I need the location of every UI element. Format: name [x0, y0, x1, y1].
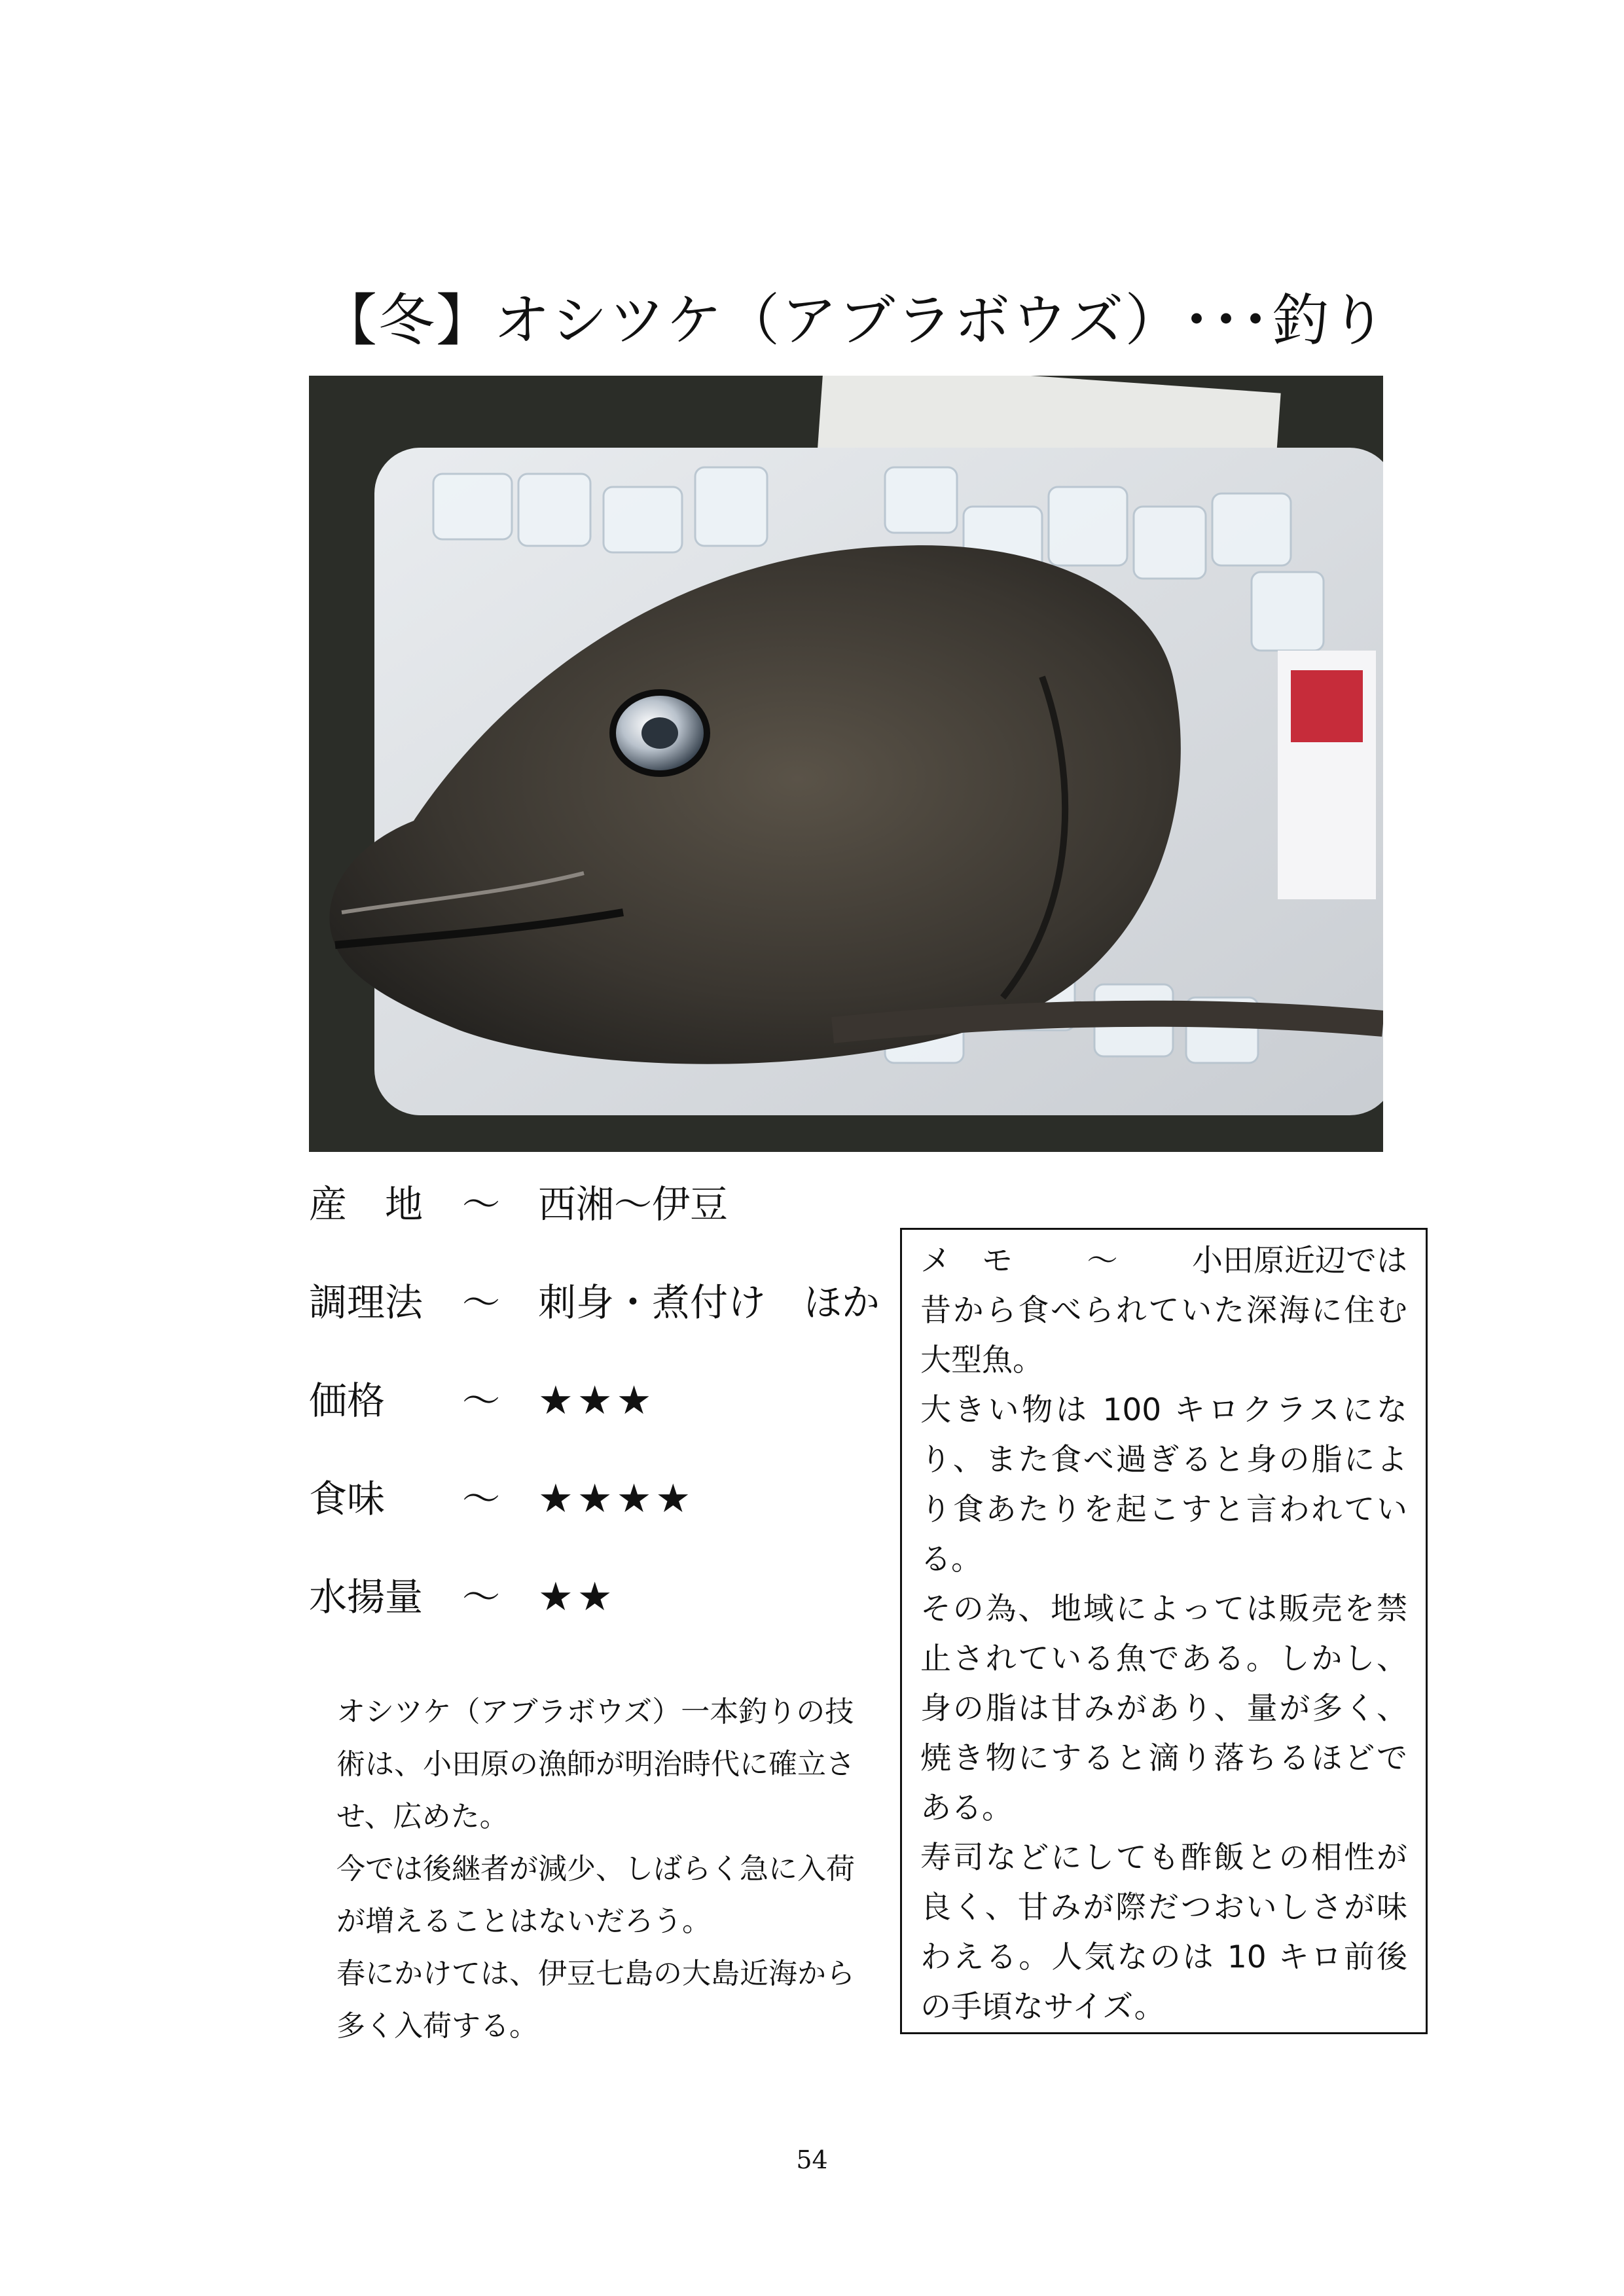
spec-label: 産 地: [309, 1182, 424, 1227]
memo-paragraph: 寿司などにしても酢飯との相性が良く、甘みが際だつおいしさが味わえる。人気なのは 10 キロ前後の手頃なサイズ。: [920, 1840, 1407, 2025]
memo-paragraph: その為、地域によっては販売を禁止されている魚である。しかし、身の脂は甘みがあり、量が多く、焼き物にすると滴り落ちるほどである。: [920, 1591, 1407, 1826]
spec-label: 水揚量: [309, 1575, 424, 1619]
spec-tilde: ～: [462, 1182, 501, 1227]
title-main: 【冬】オシツケ（アブラボウズ）･･･: [321, 288, 1271, 353]
spec-value-stars: ★★★★: [538, 1476, 695, 1522]
memo-label: メ モ: [920, 1243, 1013, 1279]
memo-box: [900, 1228, 1428, 2034]
note-paragraph: 春にかけては、伊豆七島の大島近海から多く入荷する。: [336, 1957, 855, 2043]
spec-tilde: ～: [462, 1280, 501, 1325]
spec-label: 調理法: [309, 1280, 424, 1325]
page-title: [321, 281, 1388, 360]
title-method: 釣り: [1272, 288, 1388, 353]
spec-tilde: ～: [462, 1575, 501, 1619]
page-number: 54: [796, 2145, 828, 2174]
spec-tilde: ～: [462, 1378, 501, 1423]
spec-value-stars: ★★: [538, 1574, 617, 1620]
note-paragraph: オシツケ（アブラボウズ）一本釣りの技術は、小田原の漁師が明治時代に確立させ、広めた。: [336, 1695, 855, 1833]
memo-header: [920, 1236, 1407, 1286]
spec-value: 刺身・煮付け ほか: [538, 1280, 880, 1325]
spec-value: 西湘～伊豆: [538, 1182, 729, 1227]
fish-photo-icon: [309, 376, 1383, 1152]
spec-label: 価格: [309, 1378, 386, 1423]
note-paragraph: 今では後継者が減少、しばらく急に入荷が増えることはないだろう。: [336, 1852, 855, 1938]
history-note: [336, 1686, 880, 2053]
fish-photo: [309, 376, 1383, 1152]
spec-label: 食味: [309, 1477, 386, 1521]
spec-value-stars: ★★★: [538, 1378, 656, 1424]
memo-paragraph: 大きい物は 100 キロクラスになり、また食べ過ぎると身の脂により食あたりを起こすと言われている。: [920, 1392, 1407, 1577]
memo-first-rest: 昔から食べられていた深海に住む大型魚。: [920, 1293, 1407, 1378]
memo-tilde: ～: [1087, 1243, 1118, 1279]
memo-first-line-start: 小田原近辺では: [1192, 1243, 1407, 1279]
spec-tilde: ～: [462, 1477, 501, 1521]
